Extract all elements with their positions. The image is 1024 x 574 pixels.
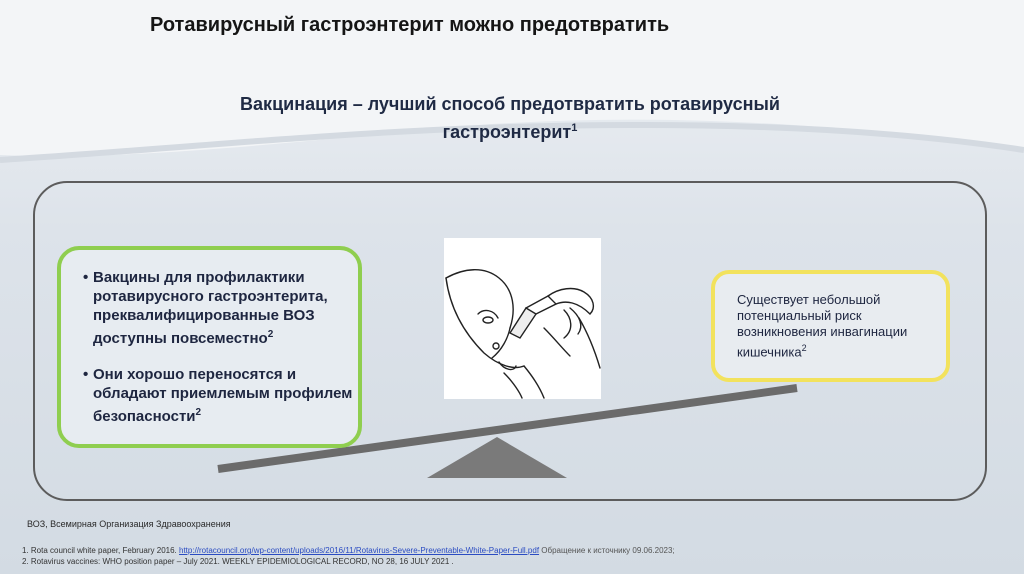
slide-title: Ротавирусный гастроэнтерит можно предотвратить [150,14,670,36]
infant-oral-vaccine-illustration [444,238,601,399]
subtitle-line-2-text: гастроэнтерит [442,122,572,142]
risk-box [711,270,950,382]
benefits-list [61,250,358,426]
benefit-item-text: Вакцины для профилактики ротавирусного гастроэнтерита, преквалифицированные ВОЗ доступны повсеместно [93,269,328,347]
subtitle-footnote-ref: 1 [571,122,578,134]
benefits-box [57,246,362,448]
bullet: • [83,269,89,286]
bullet: • [83,366,89,383]
reference-1-access-date: Обращение к источнику 09.06.2023; [541,546,675,555]
benefit-item-prequalified [83,268,358,348]
seesaw-fulcrum [427,437,567,478]
benefit-item-text: Они хорошо переносятся и обладают приемлемым профилем безопасности [93,366,353,425]
infant-oral-vaccine-icon [444,238,601,399]
footnote-ref: 2 [801,343,807,353]
abbreviation-note: ВОЗ, Всемирная Организация Здравоохранения [27,519,231,529]
reference-1 [22,545,675,556]
reference-1-link[interactable]: http://rotacouncil.org/wp-content/uploads/2016/11/Rotavirus-Severe-Preventable-White-Paper-Full.pdf [179,546,540,555]
references [22,545,675,567]
risk-text: Существует небольшой потенциальный риск возникновения инвагинации кишечника [737,292,908,360]
footnote-ref: 2 [195,407,202,418]
footnote-ref: 2 [267,329,274,340]
benefit-item-tolerability [83,365,358,426]
subtitle-line-1: Вакцинация – лучший способ предотвратить ротавирусный [240,94,780,114]
reference-1-citation: 1. Rota council white paper, February 2016. [22,546,177,555]
reference-2: 2. Rotavirus vaccines: WHO position paper – July 2021. WEEKLY EPIDEMIOLOGICAL RECORD, NO 28, 16 JULY 2021 . [22,557,454,566]
